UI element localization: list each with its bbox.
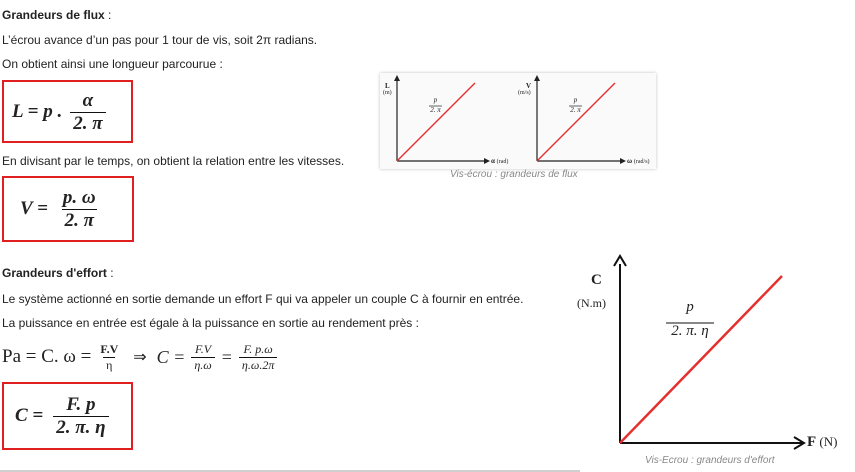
- effort-slope-num: p: [686, 299, 694, 315]
- flux-left-slope-num: p: [433, 96, 438, 104]
- effort-heading: Grandeurs d'effort: [2, 266, 107, 280]
- flux-right-ylabel: V: [526, 82, 532, 90]
- power-eq-frac3: [239, 342, 277, 373]
- effort-xlabel: F: [807, 434, 817, 450]
- flux-right-x-arrow-icon: [620, 158, 626, 164]
- flux-left-yunit: (m): [383, 90, 392, 96]
- effort-paragraph-1: Le système actionné en sortie demande un effort F qui va appeler un couple C à fournir en entrée.: [2, 292, 524, 306]
- formula-C-lhs: C =: [15, 405, 44, 426]
- flux-graphs: [380, 73, 656, 169]
- power-eq-frac1: [97, 342, 121, 373]
- effort-paragraph-2: La puissance en entrée est égale à la puissance en sortie au rendement près :: [2, 316, 419, 330]
- formula-L-numerator: α: [82, 89, 94, 111]
- effort-heading-colon: :: [106, 266, 114, 280]
- effort-slope-den: 2. π. η: [671, 323, 709, 339]
- formula-V-denominator: 2. π: [62, 209, 97, 232]
- flux-left-line: [397, 83, 475, 161]
- flux-left-ylabel: L: [385, 82, 390, 90]
- effort-ylabel: C: [591, 272, 602, 288]
- flux-heading-colon: :: [104, 8, 112, 22]
- flux-right-y-arrow-icon: [534, 75, 540, 81]
- flux-left-xlabel-line: [491, 157, 508, 165]
- effort-graph: [600, 250, 855, 455]
- power-eq-c: C =: [156, 346, 186, 367]
- flux-right-xlabel-line: [627, 157, 650, 165]
- effort-heading-line: [2, 266, 114, 280]
- effort-figure-caption: Vis-Ecrou : grandeurs d'effort: [645, 455, 775, 466]
- power-eq-frac1-num: F.V: [100, 341, 119, 356]
- flux-left-x-arrow-icon: [484, 158, 490, 164]
- flux-left-slope-den: 2. π: [430, 106, 441, 114]
- flux-figure: [380, 73, 656, 169]
- power-eq-frac2: [191, 342, 214, 373]
- flux-heading: Grandeurs de flux: [2, 8, 105, 22]
- formula-V-numerator: p. ω: [62, 186, 96, 208]
- flux-paragraph-1: L’écrou avance d’un pas pour 1 tour de vis, soit 2π radians.: [2, 33, 318, 47]
- power-eq-frac1-den: η: [103, 357, 115, 373]
- power-eq-frac3-num: F. p.ω: [243, 341, 273, 356]
- flux-left-xlabel: α: [491, 157, 495, 165]
- formula-C-numerator: F. p: [66, 393, 96, 415]
- implies-arrow-icon: ⇒: [133, 349, 147, 366]
- formula-C-denominator: 2. π. η: [53, 416, 108, 439]
- flux-left-y-arrow-icon: [394, 75, 400, 81]
- flux-paragraph-3: En divisant par le temps, on obtient la relation entre les vitesses.: [2, 154, 345, 168]
- flux-figure-caption: Vis-écrou : grandeurs de flux: [450, 169, 578, 180]
- formula-V-lhs: V =: [20, 198, 48, 219]
- formula-L-denominator: 2. π: [70, 112, 105, 135]
- power-eq-frac2-den: η.ω: [191, 357, 214, 373]
- power-eq-pa: Pa = C. ω =: [2, 346, 92, 367]
- effort-yunit: (N.m): [577, 296, 606, 310]
- formula-L-box: [2, 80, 133, 143]
- formula-L-fraction: [70, 90, 105, 135]
- flux-right-xunit: (rad/s): [633, 159, 650, 165]
- formula-L-lhs: L = p .: [12, 101, 63, 122]
- effort-xlabel-line: [807, 434, 837, 451]
- flux-right-slope-num: p: [573, 96, 578, 104]
- power-eq-equals: =: [221, 346, 232, 367]
- formula-V-fraction: [60, 187, 99, 232]
- flux-heading-line: [2, 8, 111, 22]
- power-equation: [2, 334, 277, 380]
- formula-C-fraction: [53, 394, 108, 439]
- flux-right-xlabel: ω: [627, 157, 633, 165]
- formula-V-box: [2, 176, 134, 242]
- formula-C-box: [2, 382, 133, 450]
- flux-paragraph-2: On obtient ainsi une longueur parcourue :: [2, 57, 223, 71]
- flux-right-yunit: (m/s): [518, 90, 531, 96]
- flux-right-slope-den: 2. π: [570, 106, 581, 114]
- flux-right-line: [537, 83, 615, 161]
- power-eq-frac2-num: F.V: [194, 341, 212, 356]
- flux-left-xunit: (rad): [496, 159, 509, 165]
- power-eq-frac3-den: η.ω.2π: [239, 357, 277, 373]
- effort-xunit: (N): [819, 434, 838, 449]
